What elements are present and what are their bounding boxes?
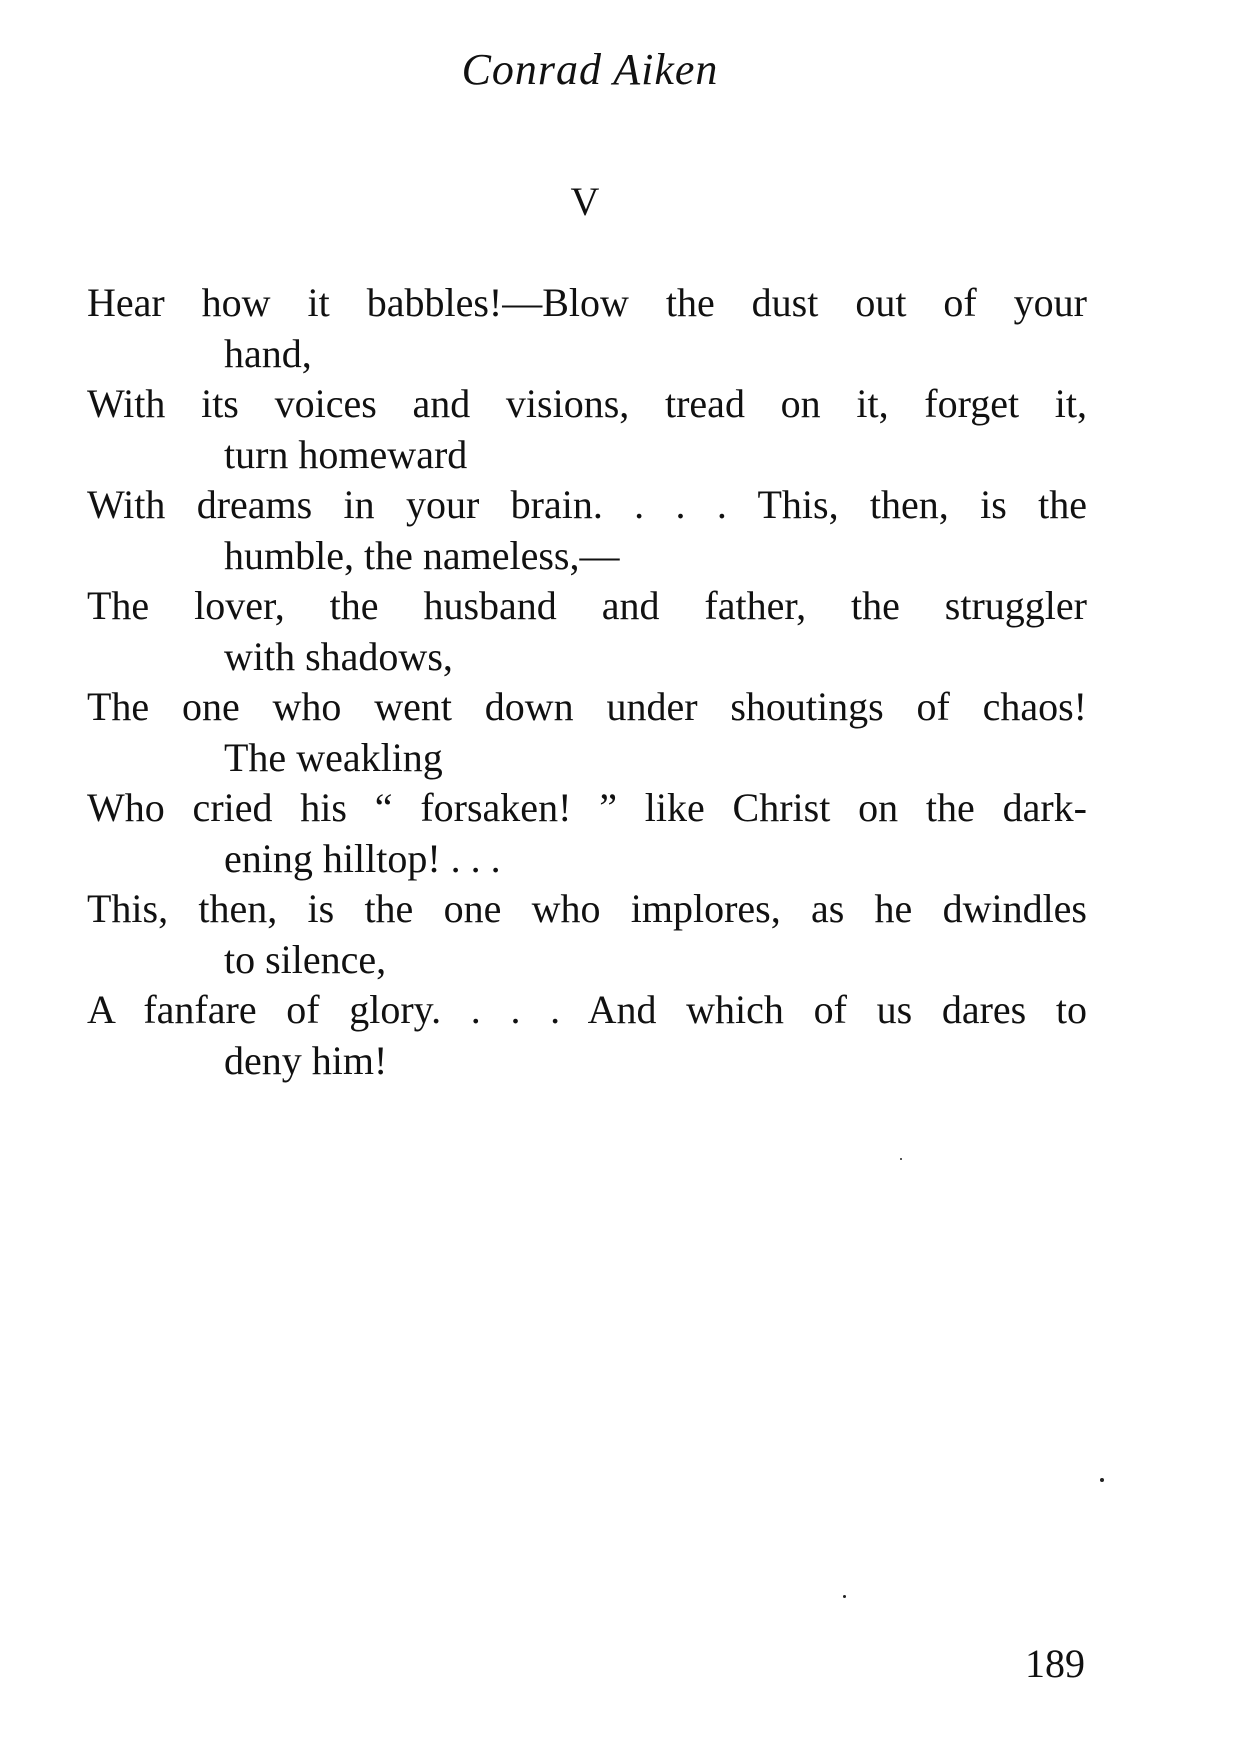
print-speck [900, 1158, 902, 1160]
poem-line-text: Hear how it babbles!—Blow the dust out of your [87, 280, 1087, 325]
poem-line [87, 682, 1087, 783]
poem-line-text: A fanfare of glory. . . . And which of us dares to [87, 987, 1087, 1032]
poem-line-continuation: ening hilltop! . . . [224, 835, 501, 881]
poem-line-text: This, then, is the one who implores, as he dwindles [87, 886, 1087, 931]
poem-line-continuation: The weakling [224, 734, 443, 780]
poem-line [87, 985, 1087, 1086]
poem-line-text: With dreams in your brain. . . . This, then, is the [87, 482, 1087, 527]
poem-line-text: Who cried his “ forsaken! ” like Christ on the dark- [87, 785, 1087, 830]
poem-line [87, 379, 1087, 480]
poem-line-continuation: humble, the nameless,— [224, 532, 620, 578]
poem-line [87, 783, 1087, 884]
poem-line-text: The one who went down under shoutings of chaos! [87, 684, 1087, 729]
running-head: Conrad Aiken [461, 45, 719, 94]
poem-line-continuation: deny him! [224, 1037, 388, 1083]
poem-line-text: The lover, the husband and father, the struggler [87, 583, 1087, 628]
poem-line-continuation: hand, [224, 330, 312, 376]
poem-line-continuation: turn homeward [224, 431, 468, 477]
poem-line [87, 278, 1087, 379]
poem-line [87, 884, 1087, 985]
section-numeral: V [570, 179, 600, 224]
print-speck [1100, 1478, 1104, 1482]
poem-stanza [87, 278, 1087, 1086]
poem-line [87, 581, 1087, 682]
page-number: 189 [1025, 1641, 1085, 1686]
poem-line-text: With its voices and visions, tread on it, forget it, [87, 381, 1087, 426]
poem-line-continuation: to silence, [224, 936, 387, 982]
print-speck [843, 1595, 846, 1598]
poem-line [87, 480, 1087, 581]
poem-line-continuation: with shadows, [224, 633, 453, 679]
